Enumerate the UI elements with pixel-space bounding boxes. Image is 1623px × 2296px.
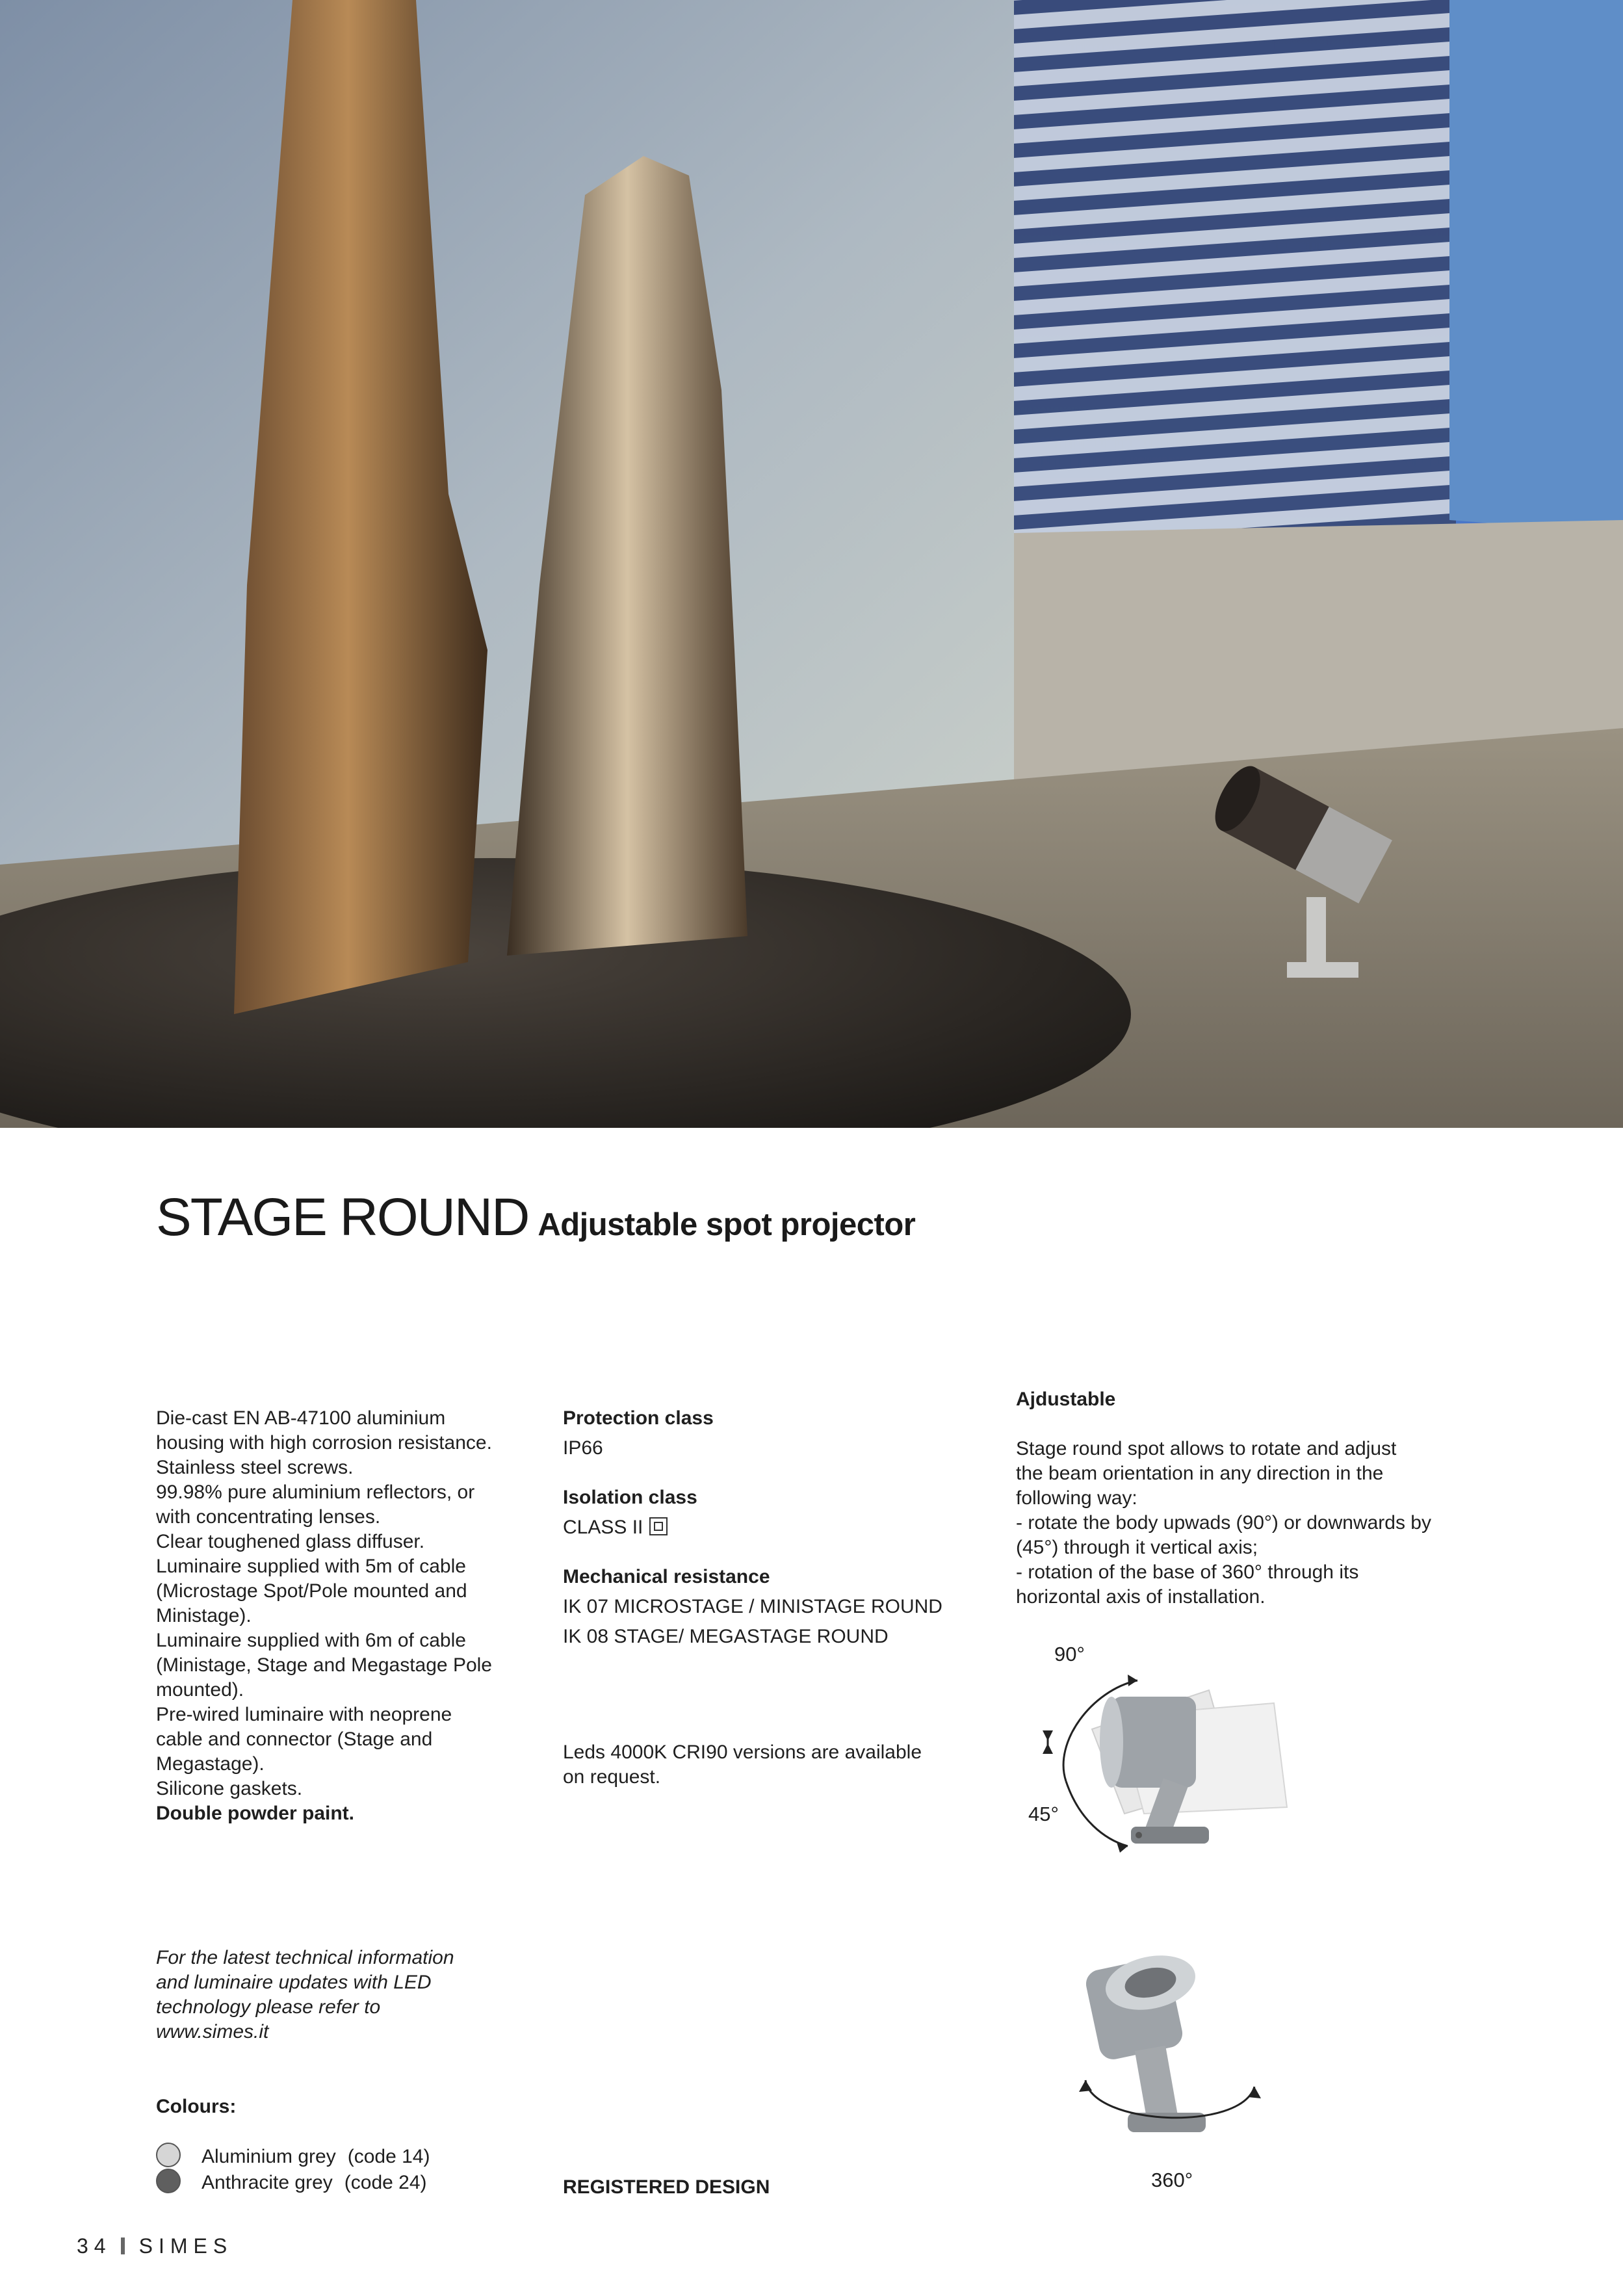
mechanical-resistance-label: Mechanical resistance — [563, 1566, 770, 1587]
leds-note-line: Leds 4000K CRI90 versions are available — [563, 1742, 922, 1763]
description-bold-line: Double powder paint. — [156, 1803, 354, 1824]
description-line: Die-cast EN AB-47100 aluminium — [156, 1407, 446, 1429]
description-line: (Microstage Spot/Pole mounted and — [156, 1580, 467, 1602]
protection-class-value: IP66 — [563, 1437, 603, 1459]
description-line: Stainless steel screws. — [156, 1457, 354, 1478]
product-subtitle: Adjustable spot projector — [538, 1207, 916, 1242]
note-line: technology please refer to — [156, 1996, 381, 2018]
product-name: STAGE ROUND — [156, 1188, 529, 1247]
colour-name: Aluminium grey — [201, 2146, 336, 2167]
adjustable-title: Ajdustable — [1016, 1389, 1116, 1410]
colour-code: (code 24) — [344, 2172, 427, 2193]
hero-photo — [0, 0, 1623, 1128]
description-line: Luminaire supplied with 6m of cable — [156, 1630, 466, 1651]
colour-swatch-anthracite — [156, 2169, 181, 2193]
adjustable-line: - rotate the body upwads (90°) or downwards by — [1016, 1512, 1431, 1533]
colours-title: Colours: — [156, 2096, 237, 2117]
description-line: Silicone gaskets. — [156, 1778, 303, 1799]
mechanical-resistance-line: IK 08 STAGE/ MEGASTAGE ROUND — [563, 1626, 889, 1647]
registered-design-label: REGISTERED DESIGN — [563, 2176, 770, 2198]
brand-name: SIMES — [138, 2234, 233, 2258]
angle-down-label: 45° — [1028, 1803, 1059, 1825]
adjustable-line: horizontal axis of installation. — [1016, 1586, 1266, 1608]
adjustable-line: - rotation of the base of 360° through its — [1016, 1561, 1359, 1583]
angle-rotation-label: 360° — [1151, 2169, 1193, 2191]
note-line: and luminaire updates with LED — [156, 1972, 432, 1993]
note-line: For the latest technical information — [156, 1947, 454, 1968]
colour-code: (code 14) — [347, 2146, 430, 2167]
description-line: 99.98% pure aluminium reflectors, or — [156, 1481, 475, 1503]
description-line: Clear toughened glass diffuser. — [156, 1531, 425, 1552]
description-line: with concentrating lenses. — [156, 1506, 381, 1528]
description-line: housing with high corrosion resistance. — [156, 1432, 492, 1454]
description-line: Luminaire supplied with 5m of cable — [156, 1556, 466, 1577]
colour-option — [156, 2143, 430, 2169]
isolation-class-value: CLASS II — [563, 1517, 643, 1538]
double-insulation-icon — [649, 1517, 668, 1535]
leds-note-line: on request. — [563, 1766, 661, 1788]
isolation-class-label: Isolation class — [563, 1487, 697, 1508]
note-url: www.simes.it — [156, 2021, 269, 2042]
description-line: mounted). — [156, 1679, 244, 1701]
specs-column — [563, 1406, 953, 1790]
technical-info-note — [156, 1946, 520, 2044]
footer-separator — [121, 2237, 125, 2254]
adjustable-line: Stage round spot allows to rotate and adjust — [1016, 1438, 1397, 1459]
page-footer — [77, 2234, 233, 2258]
colour-option — [156, 2169, 427, 2195]
description-column — [156, 1406, 520, 1826]
page-number: 34 — [77, 2234, 112, 2258]
description-line: cable and connector (Stage and — [156, 1729, 433, 1750]
mechanical-resistance-line: IK 07 MICROSTAGE / MINISTAGE ROUND — [563, 1596, 942, 1617]
isolation-class-row — [563, 1515, 953, 1540]
adjustable-line: following way: — [1016, 1487, 1137, 1509]
adjustable-column — [1016, 1387, 1471, 1610]
description-line: Ministage). — [156, 1605, 252, 1626]
description-line: Pre-wired luminaire with neoprene — [156, 1704, 452, 1725]
angle-up-label: 90° — [1054, 1643, 1085, 1665]
description-line: (Ministage, Stage and Megastage Pole — [156, 1654, 492, 1676]
colour-swatch-aluminium — [156, 2143, 181, 2167]
tilt-diagram — [1014, 1651, 1313, 1859]
product-title — [156, 1187, 915, 1248]
protection-class-label: Protection class — [563, 1407, 714, 1429]
rotation-diagram — [1066, 1937, 1274, 2145]
description-line: Megastage). — [156, 1753, 265, 1775]
colour-name: Anthracite grey — [201, 2172, 333, 2193]
adjustable-line: (45°) through it vertical axis; — [1016, 1537, 1258, 1558]
adjustable-line: the beam orientation in any direction in the — [1016, 1463, 1384, 1484]
